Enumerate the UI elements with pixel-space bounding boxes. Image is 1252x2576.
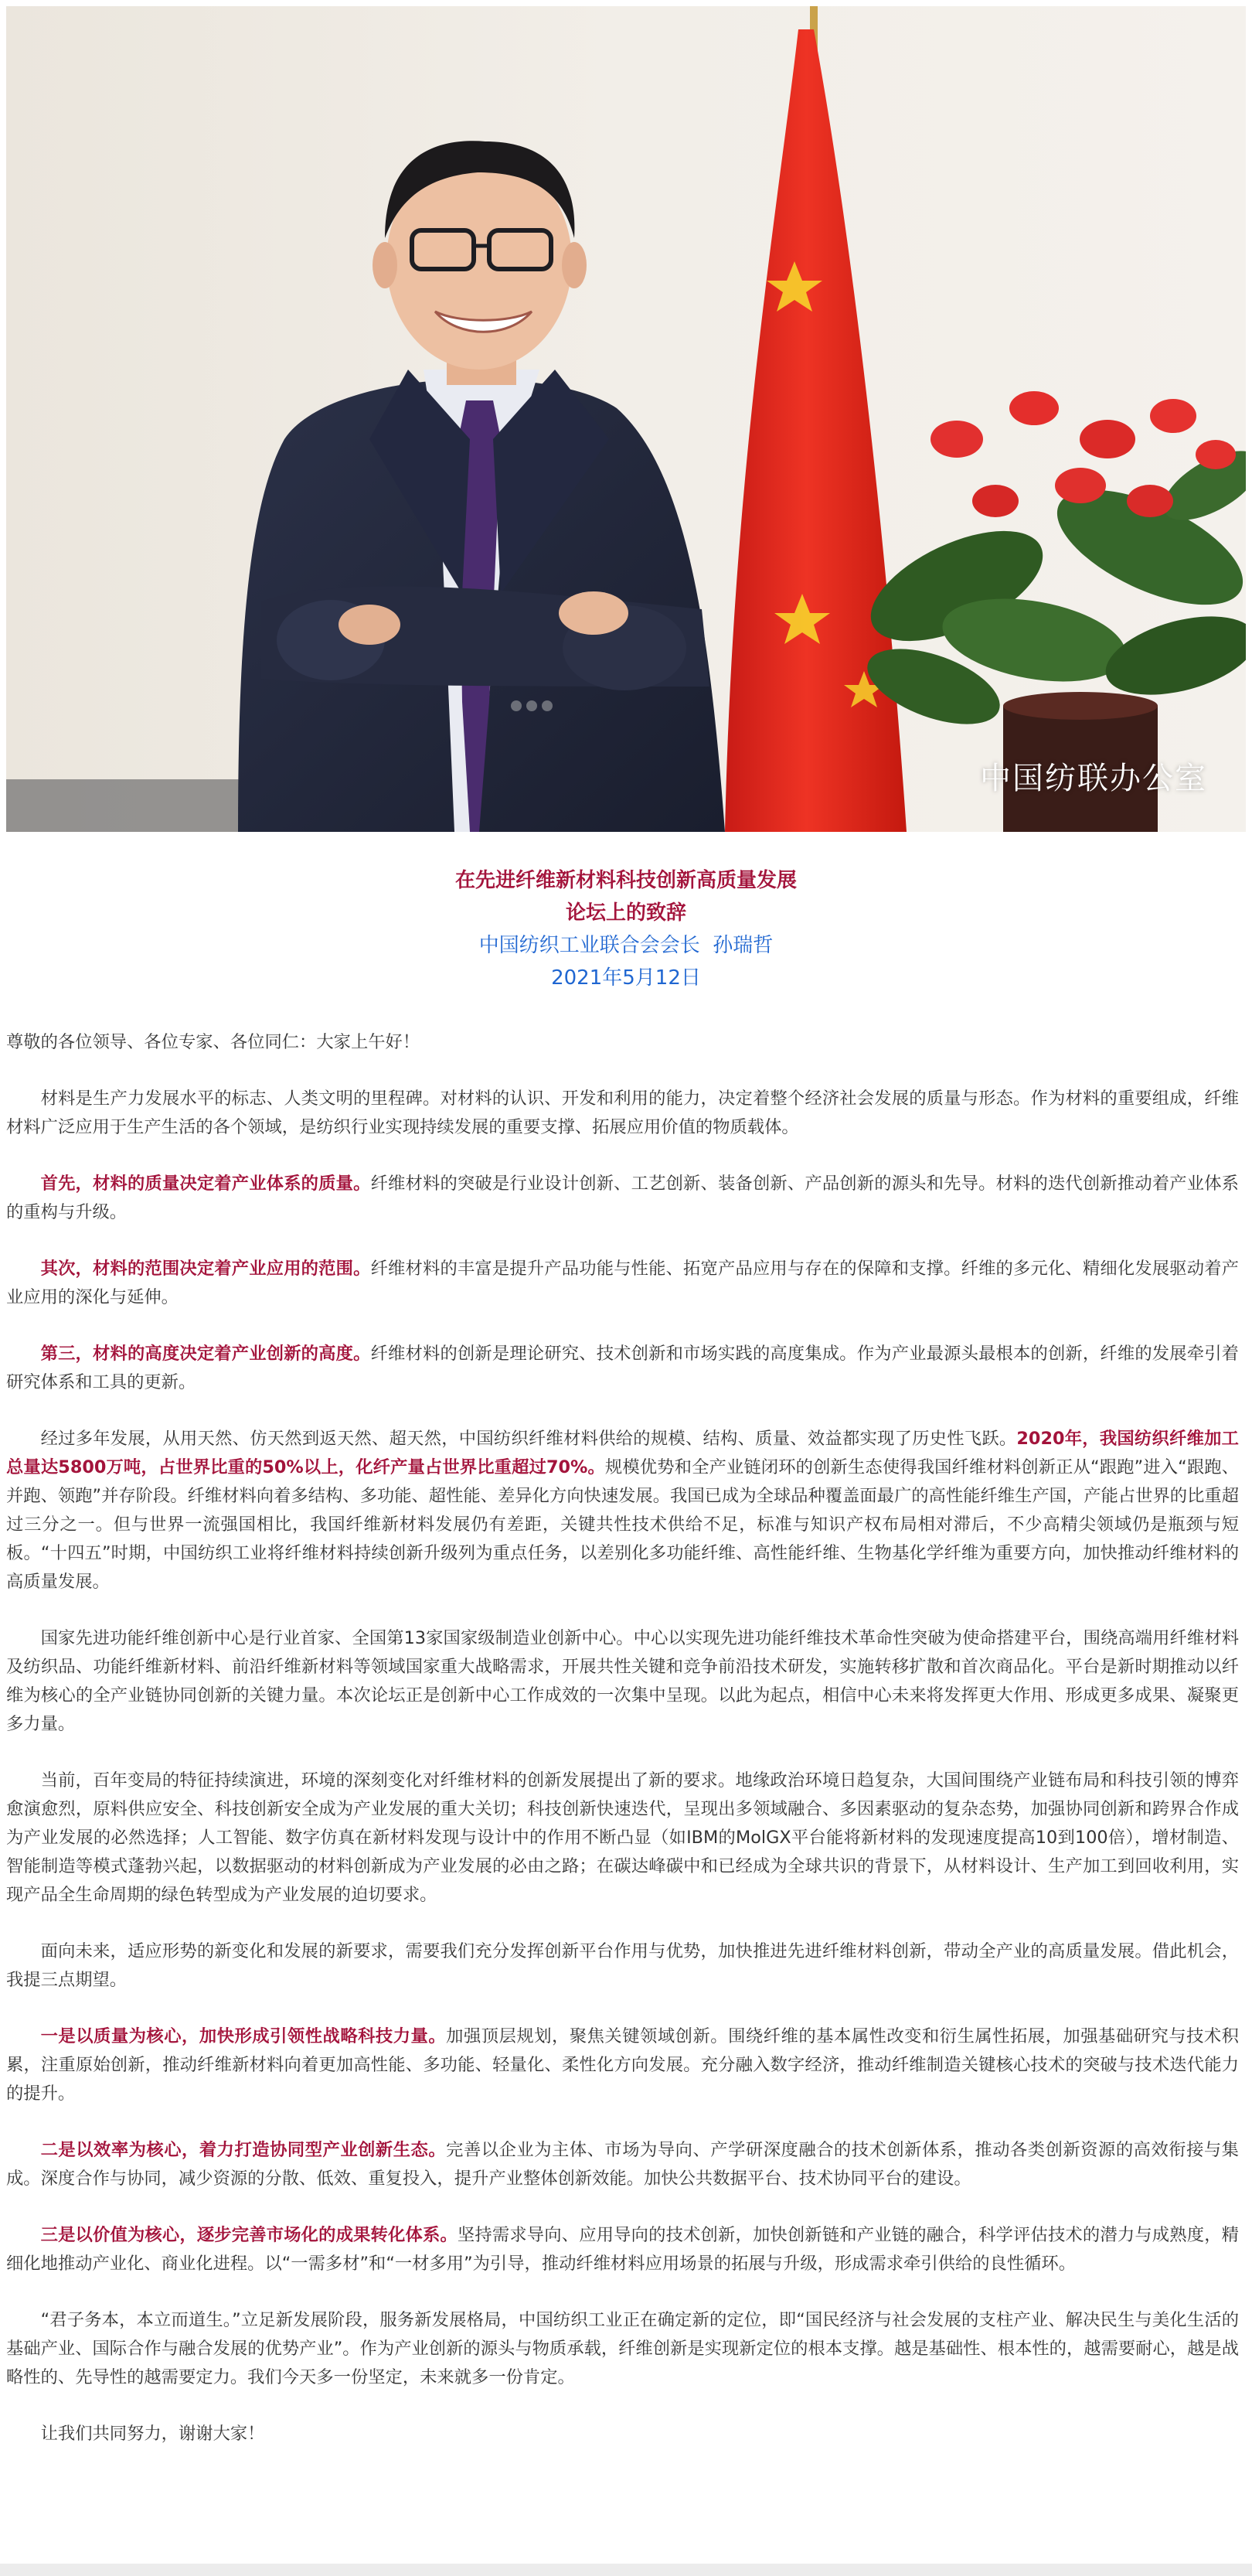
paragraph-materials: 材料是生产力发展水平的标志、人类文明的里程碑。对材料的认识、开发和利用的能力，决定着整个经济社会发展的质量与形态。作为材料的重要组成，纤维材料广泛应用于生产生活的各个领域，是纺织行业实现持续发展的重要支撑、拓展应用价值的物质载体。 — [6, 1089, 1239, 1137]
paragraph-positioning: “君子务本，本立而道生。”立足新发展阶段，服务新发展格局，中国纺织工业正在确定新的定位，即“国民经济与社会发展的支柱产业、解决民生与美化生活的基础产业、国际合作与融合发展的优势产业”。作为产业创新的源头与物质承载，纤维创新是实现新定位的根本支撑。越是基础性、根本性的，越需要耐心，越是战略性的、先导性的越需要定力。我们今天多一份坚定，未来就多一份肯定。 — [6, 2310, 1239, 2387]
highlight-statistics: 2020年，我国纺织纤维加工总量达5800万吨，占世界比重的50%以上，化纤产量占世界比重超过70%。 — [6, 1429, 1239, 1477]
greeting-paragraph: 尊敬的各位领导、各位专家、各位同仁：大家上午好！ — [6, 1032, 420, 1052]
speech-author: 中国纺织工业联合会会长 孙瑞哲 — [478, 934, 774, 957]
highlight-lead: 二是以效率为核心，着力打造协同型产业创新生态。 — [40, 2140, 447, 2160]
speech-title-line2: 论坛上的致辞 — [565, 901, 686, 925]
paragraph-text: 经过多年发展，从用天然、仿天然到返天然、超天然，中国纺织纤维材料供给的规模、结构、质量、效益都实现了历史性飞跃。 — [40, 1429, 1017, 1449]
wechat-icon — [980, 748, 1246, 832]
highlight-lead: 第三，材料的高度决定着产业创新的高度。 — [40, 1344, 371, 1364]
paragraph-first-point — [6, 1170, 1239, 1227]
paragraph-innovation-center: 国家先进功能纤维创新中心是行业首家、全国第13家国家级制造业创新中心。中心以实现先进功能纤维技术革命性突破为使命搭建平台，围绕高端用纤维材料及纺织品、功能纤维新材料、前沿纤维新材料等领域国家重大战略需求，开展共性关键和竞争前沿技术研发，实施转移扩散和首次商品化。平台是新时期推动以纤维为核心的全产业链协同创新的关键力量。本次论坛正是创新中心工作成效的一次集中呈现。以此为起点，相信中心未来将发挥更大作用、形成更多成果、凝聚更多力量。 — [6, 1628, 1239, 1734]
speech-heading — [0, 864, 1252, 994]
paragraph-text: 完善以企业为主体、市场为导向、产学研深度融合的技术创新体系，推动各类创新资源的高效衔接与集成。深度合作与协同，减少资源的分散、低效、重复投入，提升产业整体创新效能。加快公共数据平台、技术协同平台的建设。 — [6, 2140, 1239, 2189]
paragraph-text: 加强顶层规划，聚焦关键领域创新。围绕纤维的基本属性改变和衍生属性拓展，加强基础研究与技术积累，注重原始创新，推动纤维新材料向着更加高性能、多功能、轻量化、柔性化方向发展。充分融入数字经济，推动纤维制造关键核心技术的突破与技术迭代能力的提升。 — [6, 2026, 1239, 2104]
bottom-divider — [0, 2564, 1252, 2576]
speech-title-line1: 在先进纤维新材料科技创新高质量发展 — [454, 869, 797, 892]
photo-watermark — [980, 748, 1207, 802]
paragraph-current-situation: 当前，百年变局的特征持续演进，环境的深刻变化对纤维材料的创新发展提出了新的要求。地缘政治环境日趋复杂，大国间围绕产业链布局和科技引领的博弈愈演愈烈，原料供应安全、科技创新安全成为产业发展的重大关切；科技创新快速迭代，呈现出多领域融合、多因素驱动的复杂态势，加强协同创新和跨界合作成为产业发展的必然选择；人工智能、数字仿真在新材料发现与设计中的作用不断凸显（如IBM的MolGX平台能将新材料的发现速度提高10到100倍），增材制造、智能制造等模式蓬勃兴起，以数据驱动的材料创新成为产业发展的必由之路；在碳达峰碳中和已经成为全球共识的背景下，从材料设计、生产加工到回收利用，实现产品全生命周期的绿色转型成为产业发展的迫切要求。 — [6, 1770, 1239, 1905]
speech-date: 2021年5月12日 — [551, 966, 701, 990]
paragraph-text: 纤维材料的突破是行业设计创新、工艺创新、装备创新、产品创新的源头和先导。材料的迭代创新推动着产业体系的重构与升级。 — [6, 1174, 1239, 1222]
closing-paragraph: 让我们共同努力，谢谢大家！ — [40, 2424, 265, 2444]
highlight-lead: 首先，材料的质量决定着产业体系的质量。 — [40, 1174, 371, 1194]
paragraph-third-point — [6, 1340, 1239, 1397]
paragraph-text: 坚持需求导向、应用导向的技术创新，加快创新链和产业链的融合，科学评估技术的潜力与成熟度，精细化地推动产业化、商业化进程。以“一需多材”和“一材多用”为引导，推动纤维材料应用场景的拓展与升级，形成需求牵引供给的良性循环。 — [6, 2225, 1239, 2274]
highlight-lead: 一是以质量为核心，加快形成引领性战略科技力量。 — [40, 2026, 447, 2046]
paragraph-development — [6, 1425, 1239, 1596]
paragraph-text: 规模优势和全产业链闭环的创新生态使得我国纤维材料创新正从“跟跑”进入“跟跑、并跑、领跑”并存阶段。纤维材料向着多结构、多功能、超性能、差异化方向快速发展。我国已成为全球品种覆盖面最广的高性能纤维生产国，产能占世界的比重超过三分之一。但与世界一流强国相比，我国纤维新材料发展仍有差距，关键共性技术供给不足，标准与知识产权布局相对滞后，不少高精尖领域仍是瓶颈与短板。“十四五”时期，中国纺织工业将纤维材料持续创新升级列为重点任务，以差别化多功能纤维、高性能纤维、生物基化学纤维为重要方向，加快推动纤维材料的高质量发展。 — [6, 1457, 1239, 1592]
highlight-lead: 三是以价值为核心，逐步完善市场化的成果转化体系。 — [40, 2225, 458, 2245]
watermark-text: 中国纺联办公室 — [980, 760, 1207, 796]
header-photo — [6, 6, 1246, 832]
paragraph-expectation-1 — [6, 2022, 1239, 2108]
paragraph-expectation-3 — [6, 2221, 1239, 2278]
paragraph-second-point — [6, 1255, 1239, 1312]
paragraph-expectation-2 — [6, 2136, 1239, 2193]
paragraph-text: 纤维材料的丰富是提升产品功能与性能、拓宽产品应用与存在的保障和支撑。纤维的多元化、精细化发展驱动着产业应用的深化与延伸。 — [6, 1259, 1239, 1307]
highlight-lead: 其次，材料的范围决定着产业应用的范围。 — [40, 1259, 371, 1279]
paragraph-future: 面向未来，适应形势的新变化和发展的新要求，需要我们充分发挥创新平台作用与优势，加快推进先进纤维材料创新，带动全产业的高质量发展。借此机会，我提三点期望。 — [6, 1941, 1239, 1990]
paragraph-text: 纤维材料的创新是理论研究、技术创新和市场实践的高度集成。作为产业最源头最根本的创新，纤维的发展牵引着研究体系和工具的更新。 — [6, 1344, 1239, 1392]
article-body — [6, 1028, 1239, 2476]
portrait-illustration — [6, 6, 1246, 832]
